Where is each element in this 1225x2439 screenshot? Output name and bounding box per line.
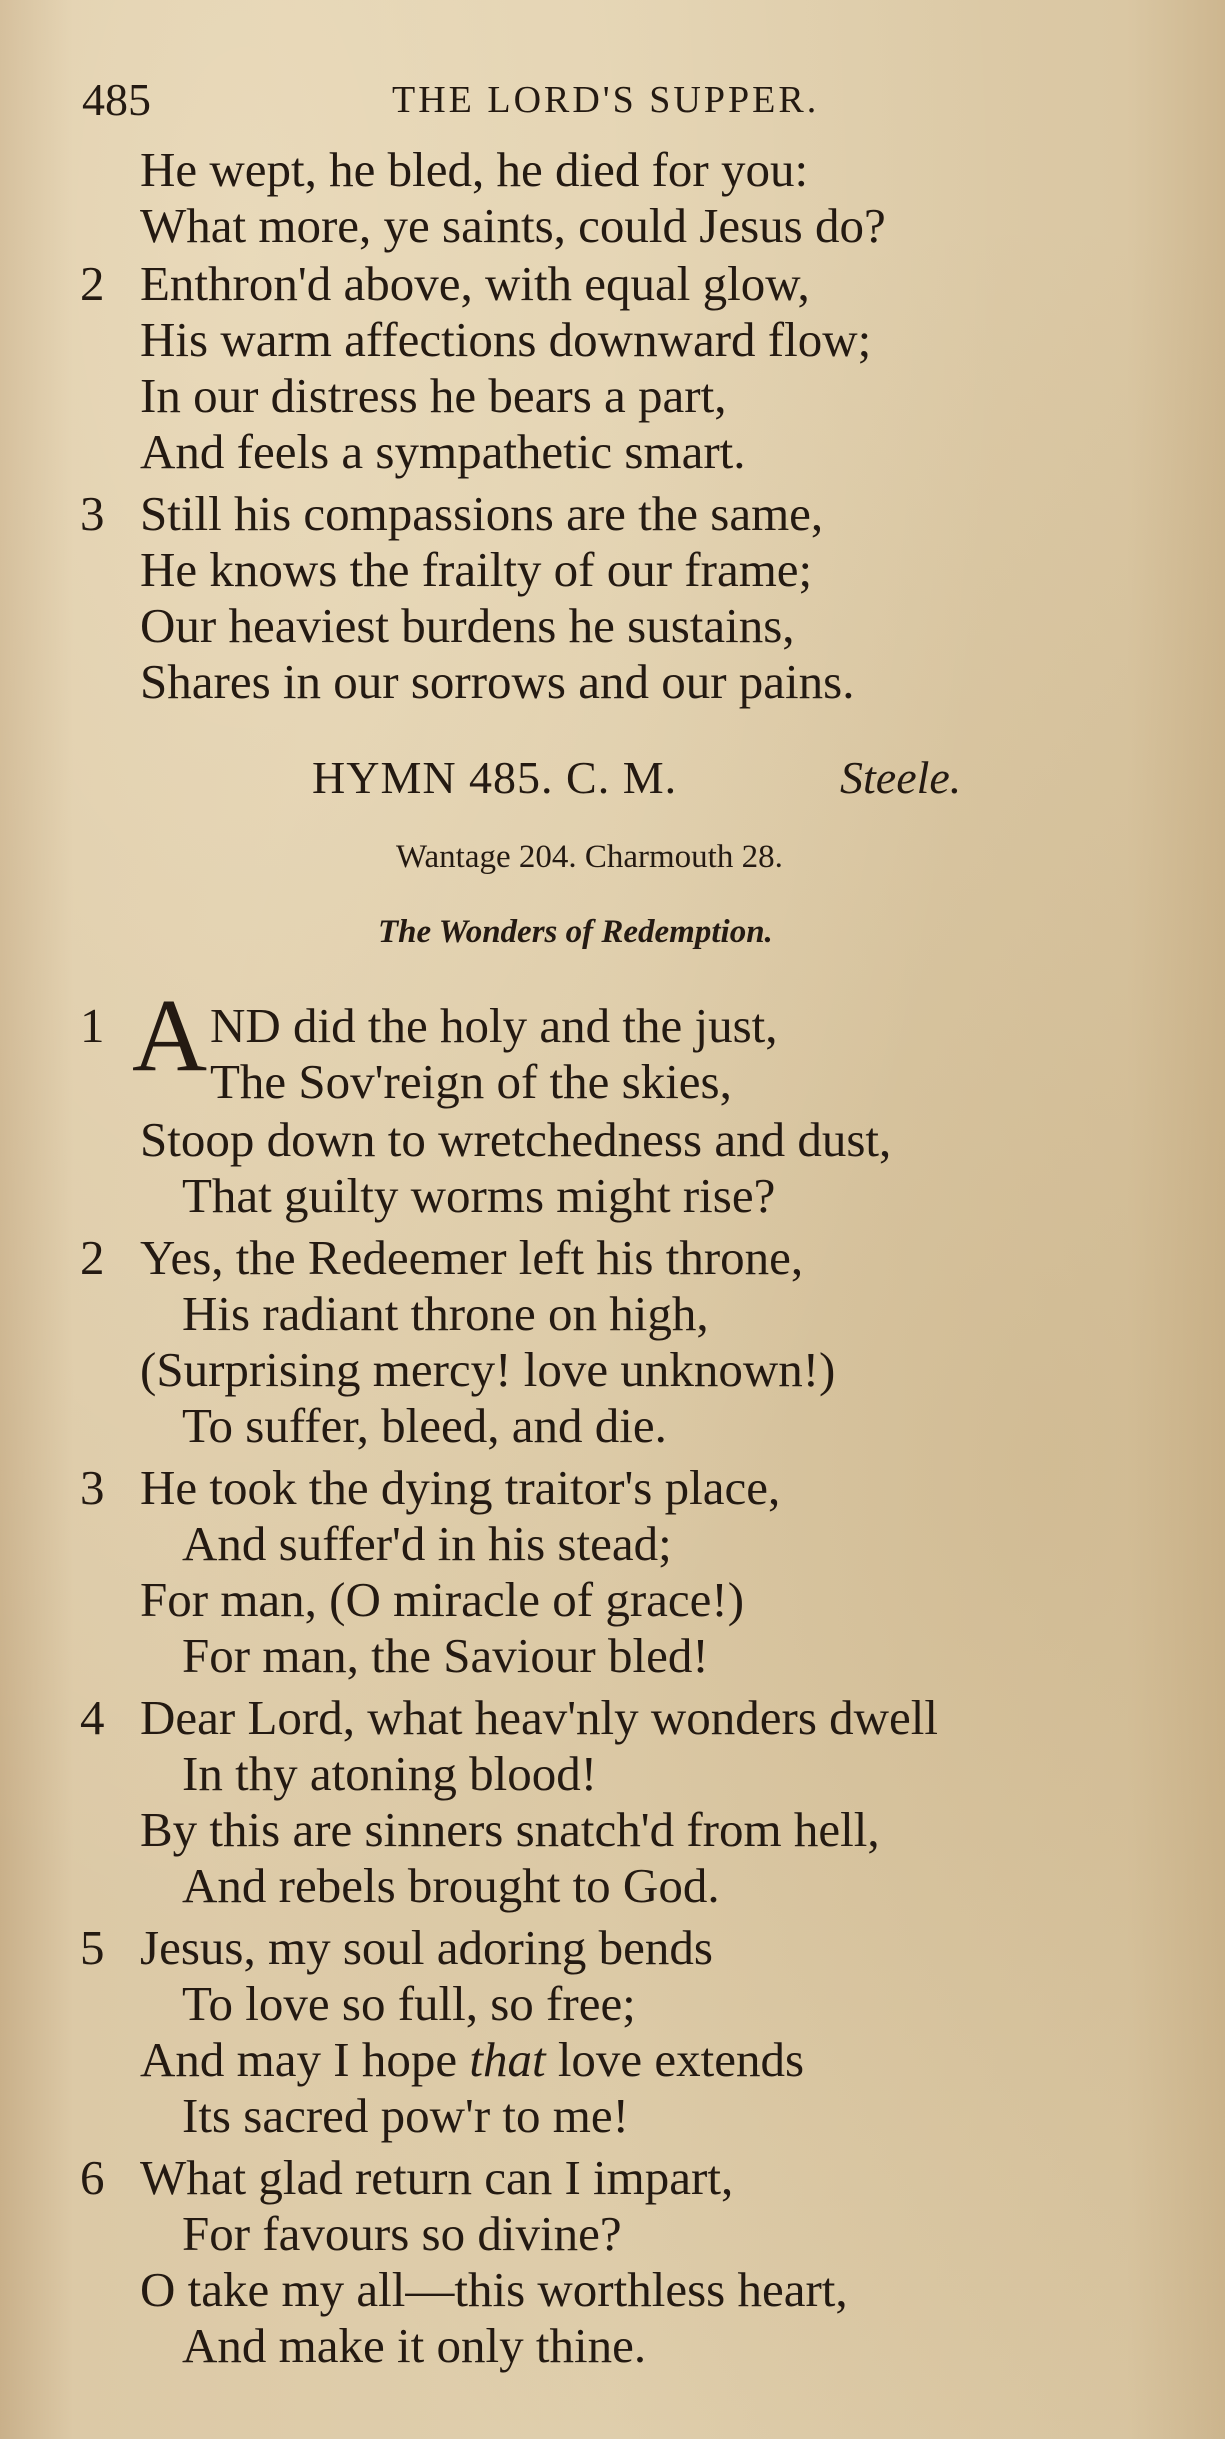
stanza-number: 3 — [80, 486, 105, 541]
verse-line: That guilty worms might rise? — [182, 1168, 776, 1223]
verse-text: And may I hope — [140, 2032, 470, 2087]
verse-line: For man, (O miracle of grace!) — [140, 1572, 745, 1627]
page-header — [82, 70, 942, 130]
verse-line: His radiant throne on high, — [182, 1286, 709, 1341]
stanza-number: 2 — [80, 1230, 105, 1285]
verse-line — [140, 2030, 804, 2090]
verse-line: (Surprising mercy! love unknown!) — [140, 1342, 836, 1397]
verse-line: Shares in our sorrows and our pains. — [140, 654, 855, 709]
verse-line: Enthron'd above, with equal glow, — [140, 256, 810, 311]
verse-line: And feels a sympathetic smart. — [140, 424, 746, 479]
verse-line: And suffer'd in his stead; — [182, 1516, 672, 1571]
verse-line: Its sacred pow'r to me! — [182, 2088, 629, 2143]
verse-line: And make it only thine. — [182, 2318, 647, 2373]
verse-line: What more, ye saints, could Jesus do? — [140, 198, 886, 253]
stanza-number: 4 — [80, 1690, 105, 1745]
running-head: THE LORD'S SUPPER. — [392, 79, 820, 121]
verse-line: In our distress he bears a part, — [140, 368, 727, 423]
verse-text: love extends — [545, 2032, 805, 2087]
verse-line: To suffer, bleed, and die. — [182, 1398, 667, 1453]
verse-line: His warm affections downward flow; — [140, 312, 872, 367]
stanza-number: 2 — [80, 256, 105, 311]
stanza-number: 5 — [80, 1920, 105, 1975]
verse-line: Our heaviest burdens he sustains, — [140, 598, 795, 653]
verse-line: He wept, he bled, he died for you: — [140, 142, 809, 197]
verse-line: Yes, the Redeemer left his throne, — [140, 1230, 804, 1285]
verse-line: He took the dying traitor's place, — [140, 1460, 781, 1515]
verse-line: Jesus, my soul adoring bends — [140, 1920, 713, 1975]
verse-line: Stoop down to wretchedness and dust, — [140, 1112, 892, 1167]
verse-line: He knows the frailty of our frame; — [140, 542, 813, 597]
verse-line: To love so full, so free; — [182, 1976, 636, 2031]
hymn-title: HYMN 485. C. M. — [312, 752, 678, 803]
verse-line: ND did the holy and the just, — [210, 998, 778, 1053]
stanza-number: 6 — [80, 2150, 105, 2205]
verse-line: For favours so divine? — [182, 2206, 622, 2261]
verse-line: By this are sinners snatch'd from hell, — [140, 1802, 880, 1857]
verse-line: In thy atoning blood! — [182, 1746, 598, 1801]
drop-cap: A — [132, 978, 208, 1093]
verse-line: O take my all—this worthless heart, — [140, 2262, 848, 2317]
stanza-number: 3 — [80, 1460, 105, 1515]
stanza-number: 1 — [80, 998, 105, 1053]
hymn-subject: The Wonders of Redemption. — [378, 914, 773, 950]
verse-line: The Sov'reign of the skies, — [210, 1054, 732, 1109]
page-number: 485 — [82, 74, 151, 125]
verse-line: For man, the Saviour bled! — [182, 1628, 709, 1683]
hymn-author: Steele. — [840, 752, 962, 803]
verse-line: Dear Lord, what heav'nly wonders dwell — [140, 1690, 939, 1745]
tune-names: Wantage 204. Charmouth 28. — [396, 839, 783, 875]
verse-line: What glad return can I impart, — [140, 2150, 734, 2205]
italic-emphasis: that — [469, 2032, 546, 2087]
verse-line: Still his compassions are the same, — [140, 486, 824, 541]
verse-line: And rebels brought to God. — [182, 1858, 720, 1913]
